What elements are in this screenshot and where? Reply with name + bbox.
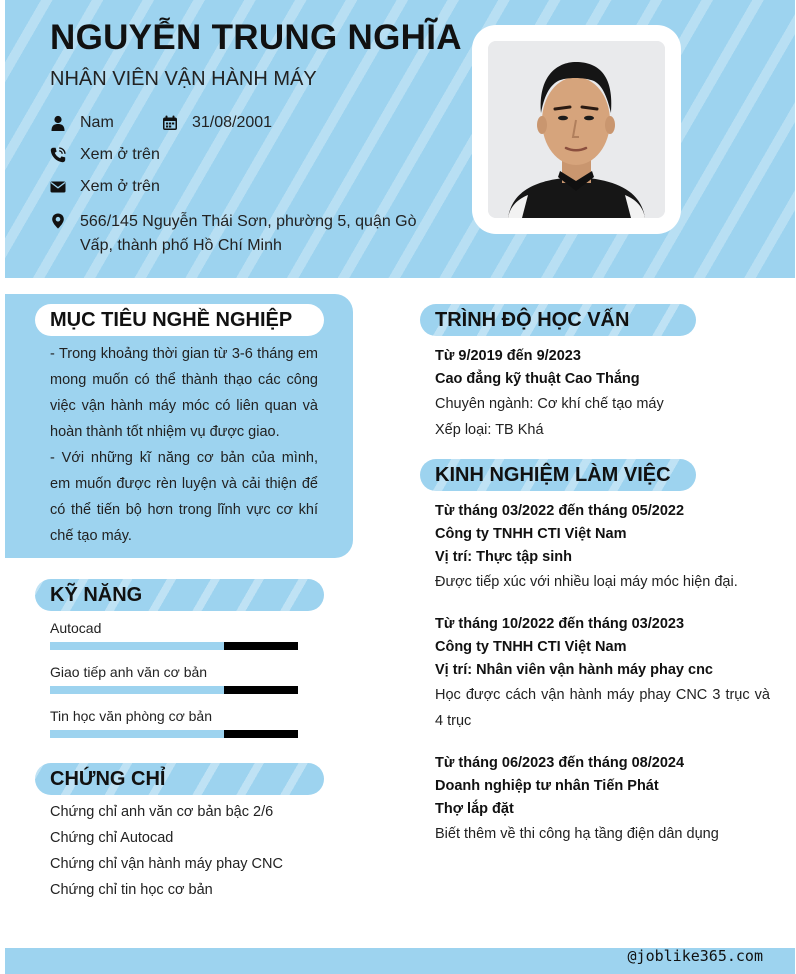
- email-value: Xem ở trên: [80, 178, 160, 195]
- experience-position: Thợ lắp đặt: [435, 801, 514, 817]
- location-pin-icon: [50, 213, 66, 229]
- education-school: Cao đẳng kỹ thuật Cao Thắng: [435, 371, 640, 387]
- certificates-heading: CHỨNG CHỈ: [35, 763, 324, 795]
- skills-heading: KỸ NĂNG: [35, 579, 324, 611]
- objective-paragraph: - Với những kĩ năng cơ bản của mình, em muốn được rèn luyện và cải thiện để có thể tiến bộ hơn trong lĩnh vực cơ khí chế tạo máy.: [50, 450, 318, 544]
- experience-period: Từ tháng 06/2023 đến tháng 08/2024: [435, 755, 685, 771]
- birthday-value: 31/08/2001: [192, 114, 273, 131]
- experience-entry: [435, 500, 770, 595]
- birthday-row: [162, 114, 272, 132]
- job-title: NHÂN VIÊN VẬN HÀNH MÁY: [50, 68, 317, 90]
- skill-bar-rest: [224, 642, 298, 650]
- skill-bar: [50, 686, 298, 694]
- gender-value: Nam: [80, 114, 114, 131]
- envelope-icon: [50, 179, 66, 195]
- experience-period: Từ tháng 03/2022 đến tháng 05/2022: [435, 503, 685, 519]
- experience-company: Doanh nghiệp tư nhân Tiến Phát: [435, 778, 659, 794]
- education-period: Từ 9/2019 đến 9/2023: [435, 348, 581, 364]
- user-icon: [50, 115, 66, 131]
- certificates-list: [50, 799, 283, 903]
- skill-label: Tin học văn phòng cơ bản: [50, 708, 212, 724]
- skill-item: [50, 708, 298, 738]
- education-heading: TRÌNH ĐỘ HỌC VẤN: [420, 304, 696, 336]
- career-objective-text: [50, 341, 318, 549]
- objective-paragraph: - Trong khoảng thời gian từ 3-6 tháng em mong muốn có thể thành thạo các công việc vận hành máy móc có liên quan và hoàn thành tốt nhiệm vụ được giao.: [50, 346, 318, 440]
- skill-bar-fill: [50, 642, 224, 650]
- experience-position: Vị trí: Thực tập sinh: [435, 549, 572, 565]
- candidate-name: NGUYỄN TRUNG NGHĨA: [50, 18, 462, 57]
- experience-company: Công ty TNHH CTI Việt Nam: [435, 639, 627, 655]
- gender-row: [50, 114, 114, 132]
- experience-description: Biết thêm về thi công hạ tầng điện dân dụng: [435, 826, 719, 842]
- experience-entry: [435, 613, 770, 734]
- profile-photo: [488, 41, 665, 218]
- footer-watermark: @joblike365.com: [627, 947, 763, 965]
- certificate-item: Chứng chỉ anh văn cơ bản bậc 2/6: [50, 804, 274, 820]
- skill-bar: [50, 730, 298, 738]
- experience-position: Vị trí: Nhân viên vận hành máy phay cnc: [435, 662, 713, 678]
- profile-photo-frame: [472, 25, 681, 234]
- skill-item: [50, 664, 298, 694]
- certificate-item: Chứng chỉ Autocad: [50, 830, 174, 846]
- email-row: [50, 178, 160, 196]
- career-objective-heading: MỤC TIÊU NGHỀ NGHIỆP: [35, 304, 324, 336]
- experience-description: Được tiếp xúc với nhiều loại máy móc hiện đại.: [435, 574, 738, 590]
- skill-item: [50, 620, 298, 650]
- address-row: [50, 210, 420, 258]
- skill-bar-rest: [224, 686, 298, 694]
- certificate-item: Chứng chỉ tin học cơ bản: [50, 882, 213, 898]
- phone-row: [50, 146, 160, 164]
- education-entry: [435, 345, 770, 443]
- skill-label: Autocad: [50, 620, 102, 636]
- calendar-icon: [162, 115, 178, 131]
- skill-bar: [50, 642, 298, 650]
- skill-bar-rest: [224, 730, 298, 738]
- education-major: Chuyên ngành: Cơ khí chế tạo máy: [435, 396, 664, 412]
- address-value: 566/145 Nguyễn Thái Sơn, phường 5, quận Gò Vấp, thành phố Hồ Chí Minh: [80, 213, 417, 254]
- experience-period: Từ tháng 10/2022 đến tháng 03/2023: [435, 616, 685, 632]
- experience-heading: KINH NGHIỆM LÀM VIỆC: [420, 459, 696, 491]
- experience-company: Công ty TNHH CTI Việt Nam: [435, 526, 627, 542]
- experience-description: Học được cách vận hành máy phay CNC 3 trục và 4 trục: [435, 687, 770, 729]
- education-grade: Xếp loại: TB Khá: [435, 422, 544, 438]
- experience-entry: [435, 752, 770, 847]
- skill-bar-fill: [50, 686, 224, 694]
- footer-bar: [5, 948, 795, 974]
- phone-icon: [50, 147, 66, 163]
- certificate-item: Chứng chỉ vận hành máy phay CNC: [50, 856, 283, 872]
- skill-bar-fill: [50, 730, 224, 738]
- phone-value: Xem ở trên: [80, 146, 160, 163]
- skill-label: Giao tiếp anh văn cơ bản: [50, 664, 208, 680]
